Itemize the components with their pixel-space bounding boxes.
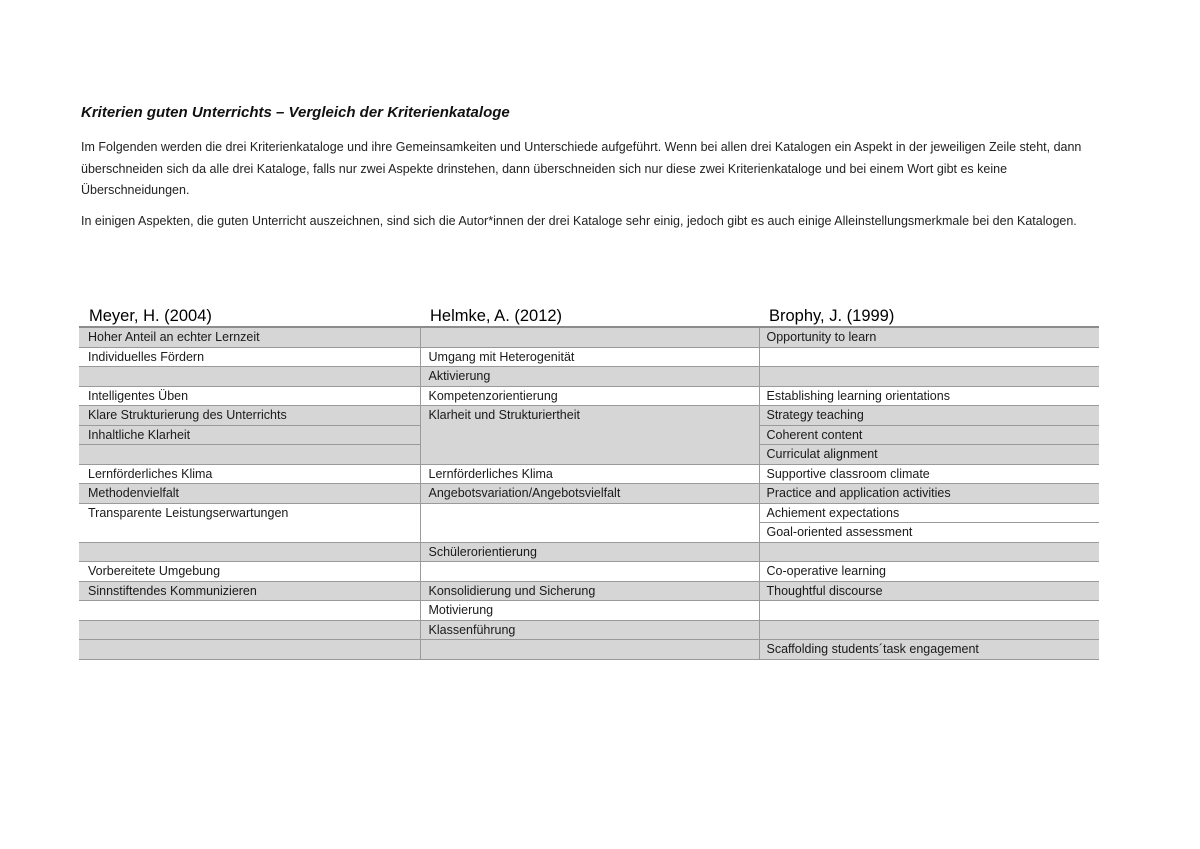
- helmke-cell: Konsolidierung und Sicherung: [420, 581, 759, 601]
- table-row: [79, 347, 1099, 367]
- meyer-cell: [79, 542, 420, 562]
- helmke-cell: Umgang mit Heterogenität: [420, 347, 759, 367]
- meyer-cell: Hoher Anteil an echter Lernzeit: [79, 327, 420, 347]
- table-row: [79, 503, 1099, 523]
- brophy-cell: Establishing learning orientations: [759, 386, 1099, 406]
- table-row: [79, 542, 1099, 562]
- meyer-cell: Individuelles Fördern: [79, 347, 420, 367]
- meyer-cell: Klare Strukturierung des Unterrichts: [79, 406, 420, 426]
- brophy-cell: Scaffolding students´task engagement: [759, 640, 1099, 660]
- document-heading: Kriterien guten Unterrichts – Vergleich der Kriterienkataloge: [81, 104, 510, 121]
- table-row: [79, 620, 1099, 640]
- table-row: [79, 581, 1099, 601]
- column-header-meyer: Meyer, H. (2004): [79, 302, 420, 327]
- brophy-cell: [759, 347, 1099, 367]
- meyer-cell: Methodenvielfalt: [79, 484, 420, 504]
- meyer-cell: [79, 620, 420, 640]
- meyer-cell: [79, 601, 420, 621]
- brophy-cell: Opportunity to learn: [759, 327, 1099, 347]
- helmke-cell: Kompetenzorientierung: [420, 386, 759, 406]
- meyer-cell: Transparente Leistungserwartungen: [79, 503, 420, 542]
- brophy-cell: Co-operative learning: [759, 562, 1099, 582]
- helmke-cell: [420, 562, 759, 582]
- brophy-cell: Strategy teaching: [759, 406, 1099, 426]
- brophy-cell: [759, 367, 1099, 387]
- brophy-cell: Achiement expectations: [759, 503, 1099, 523]
- brophy-cell: Curriculat alignment: [759, 445, 1099, 465]
- meyer-cell: Lernförderliches Klima: [79, 464, 420, 484]
- helmke-cell: Motivierung: [420, 601, 759, 621]
- meyer-cell: Vorbereitete Umgebung: [79, 562, 420, 582]
- helmke-cell: Schülerorientierung: [420, 542, 759, 562]
- table-row: [79, 386, 1099, 406]
- meyer-cell: Sinnstiftendes Kommunizieren: [79, 581, 420, 601]
- brophy-cell: [759, 620, 1099, 640]
- meyer-cell: Intelligentes Üben: [79, 386, 420, 406]
- brophy-cell: [759, 601, 1099, 621]
- brophy-cell: [759, 542, 1099, 562]
- helmke-cell: [420, 640, 759, 660]
- table-row: [79, 640, 1099, 660]
- criteria-comparison-table: [79, 302, 1099, 660]
- column-header-brophy: Brophy, J. (1999): [759, 302, 1099, 327]
- table-row: [79, 464, 1099, 484]
- table-row: [79, 562, 1099, 582]
- table-header-row: [79, 302, 1099, 327]
- table-row: [79, 406, 1099, 426]
- helmke-cell: Angebotsvariation/Angebotsvielfalt: [420, 484, 759, 504]
- helmke-cell: Klarheit und Strukturiertheit: [420, 406, 759, 465]
- helmke-cell: Lernförderliches Klima: [420, 464, 759, 484]
- brophy-cell: Thoughtful discourse: [759, 581, 1099, 601]
- table-row: [79, 367, 1099, 387]
- brophy-cell: Goal-oriented assessment: [759, 523, 1099, 543]
- intro-paragraph: Im Folgenden werden die drei Kriterienkataloge und ihre Gemeinsamkeiten und Unterschiede aufgeführt. Wenn bei allen drei Katalogen ein Aspekt in der jeweiligen Zeile steht, dann überschneiden sich da alle drei Kataloge, falls nur zwei Aspekte drinstehen, dann überschneiden sich nur diese zwei Kriterienkataloge und bei einem Wort gibt es keine Überschneidungen.: [81, 140, 1082, 197]
- helmke-cell: [420, 503, 759, 542]
- helmke-cell: [420, 327, 759, 347]
- meyer-cell: [79, 445, 420, 465]
- meyer-cell: Inhaltliche Klarheit: [79, 425, 420, 445]
- table-row: [79, 484, 1099, 504]
- summary-paragraph: In einigen Aspekten, die guten Unterricht auszeichnen, sind sich die Autor*innen der drei Kataloge sehr einig, jedoch gibt es auch einige Alleinstellungsmerkmale bei den Katalogen.: [81, 214, 1077, 228]
- table-row: [79, 601, 1099, 621]
- meyer-cell: [79, 367, 420, 387]
- brophy-cell: Coherent content: [759, 425, 1099, 445]
- column-header-helmke: Helmke, A. (2012): [420, 302, 759, 327]
- helmke-cell: Aktivierung: [420, 367, 759, 387]
- meyer-cell: [79, 640, 420, 660]
- helmke-cell: Klassenführung: [420, 620, 759, 640]
- brophy-cell: Supportive classroom climate: [759, 464, 1099, 484]
- brophy-cell: Practice and application activities: [759, 484, 1099, 504]
- table-row: [79, 327, 1099, 347]
